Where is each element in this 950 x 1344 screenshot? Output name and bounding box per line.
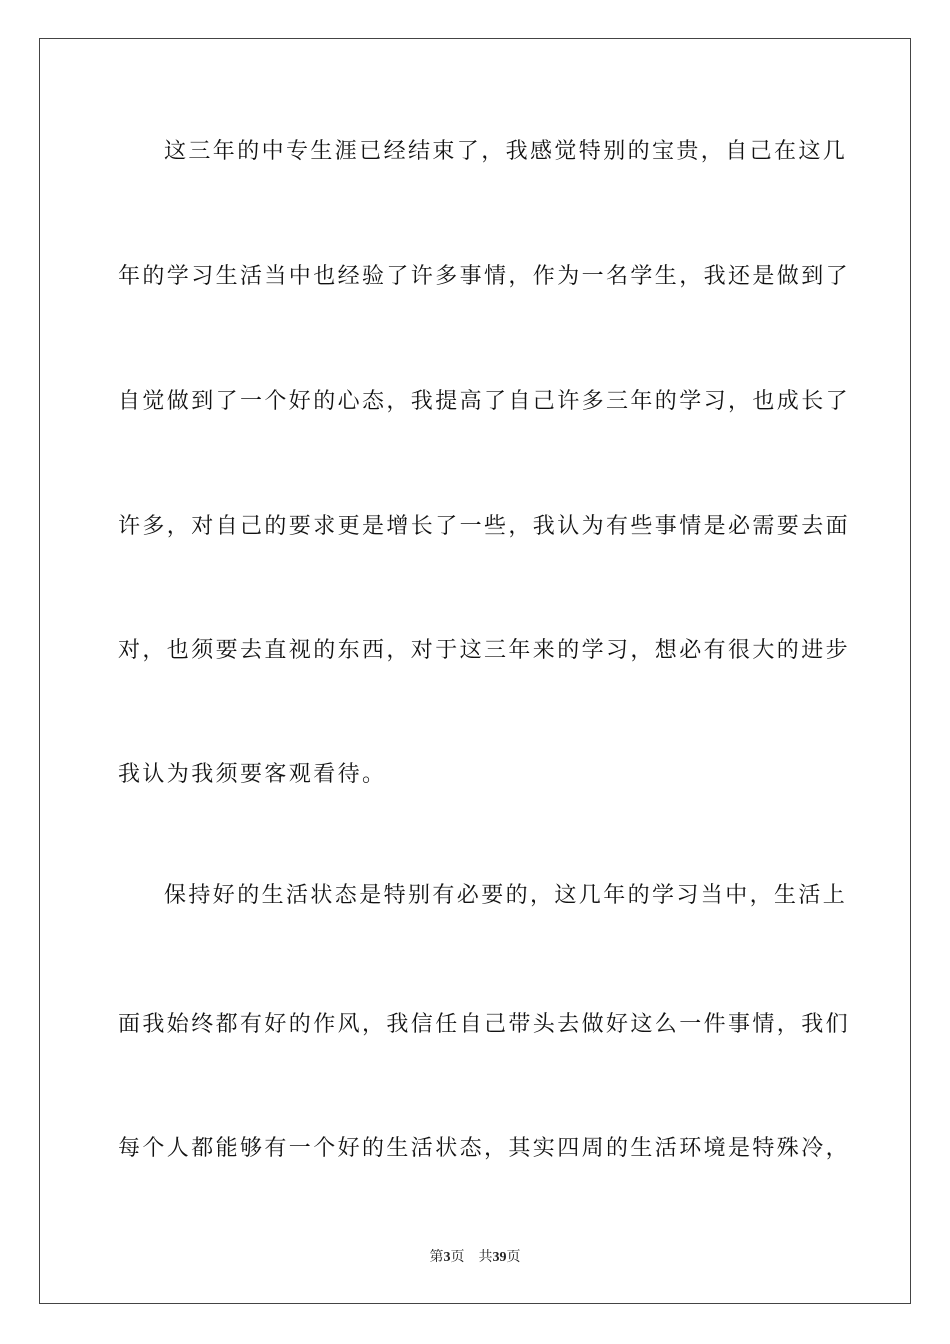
paragraph-1-line-4: 许多，对自己的要求更是增长了一些，我认为有些事情是必需要去面 xyxy=(118,514,851,539)
page-suffix: 页 xyxy=(450,1249,465,1265)
page-footer xyxy=(0,1247,950,1268)
paragraph-1-line-5: 对，也须要去直视的东西，对于这三年来的学习，想必有很大的进步 xyxy=(118,638,851,663)
paragraph-2-line-1: 保持好的生活状态是特别有必要的，这几年的学习当中，生活上 xyxy=(164,883,848,908)
paragraph-1-line-2: 年的学习生活当中也经验了许多事情，作为一名学生，我还是做到了 xyxy=(118,264,851,289)
page-number: 3 xyxy=(443,1250,451,1265)
total-suffix: 页 xyxy=(506,1249,521,1265)
paragraph-1-line-1: 这三年的中专生涯已经结束了，我感觉特别的宝贵，自己在这几 xyxy=(164,139,848,164)
paragraph-2-line-2: 面我始终都有好的作风，我信任自己带头去做好这么一件事情，我们 xyxy=(118,1012,851,1037)
page-prefix: 第 xyxy=(429,1249,444,1265)
page-frame xyxy=(39,38,911,1304)
total-prefix: 共 xyxy=(478,1249,493,1265)
total-pages: 39 xyxy=(492,1250,507,1265)
paragraph-1-line-3: 自觉做到了一个好的心态，我提高了自己许多三年的学习，也成长了 xyxy=(118,389,851,414)
paragraph-1-line-6: 我认为我须要客观看待。 xyxy=(118,762,387,787)
paragraph-2-line-3: 每个人都能够有一个好的生活状态，其实四周的生活环境是特殊冷， xyxy=(118,1136,851,1161)
